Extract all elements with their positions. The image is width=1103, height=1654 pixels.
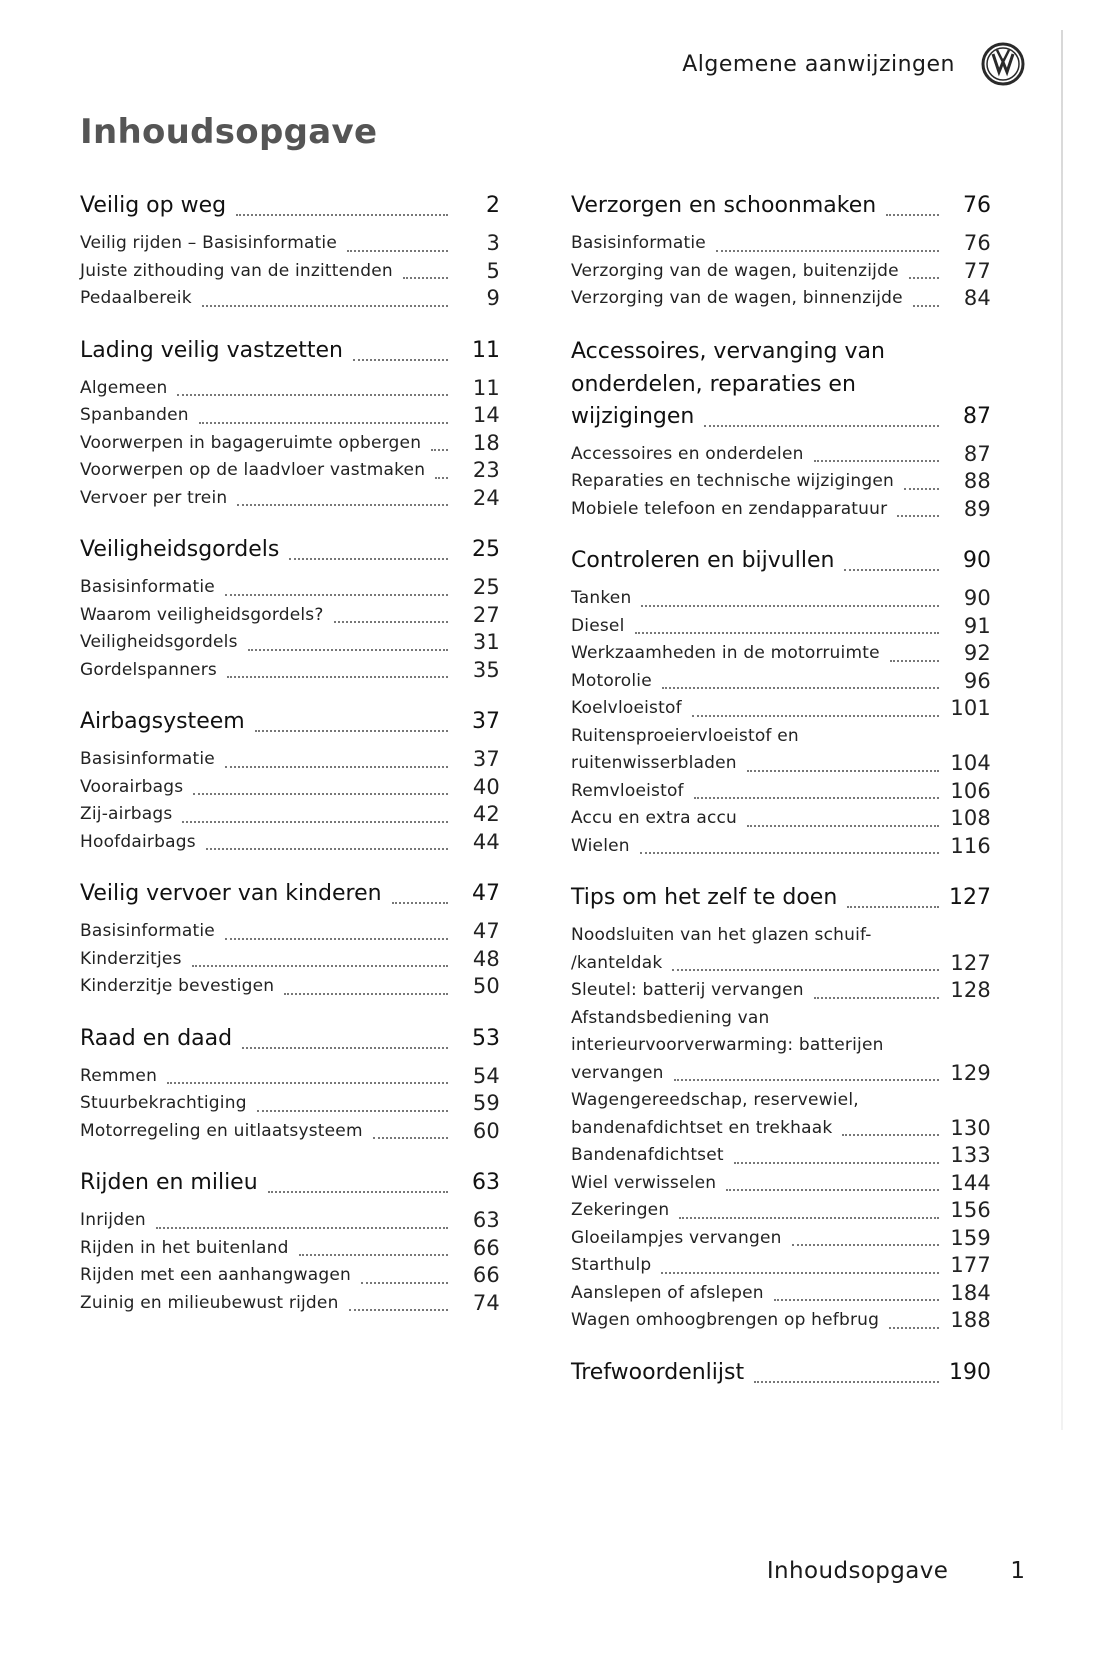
toc-section-heading[interactable] [80, 878, 500, 910]
toc-section-heading-page: 47 [472, 881, 500, 906]
toc-entry-page: 24 [472, 485, 500, 510]
toc-section-heading-page: 76 [963, 193, 991, 218]
dot-leader [353, 358, 448, 361]
toc-entry[interactable] [80, 402, 500, 430]
toc-section [80, 706, 500, 856]
toc-entry[interactable] [571, 1060, 991, 1088]
toc-section-heading-page: 37 [472, 709, 500, 734]
toc-entry-label: vervangen [571, 1062, 664, 1083]
dot-leader [299, 1253, 448, 1256]
toc-section [80, 1167, 500, 1317]
toc-entry[interactable] [80, 1118, 500, 1146]
toc-section [571, 190, 991, 313]
toc-section-heading-label: Veilig vervoer van kinderen [80, 881, 382, 906]
toc-section-heading-page: 11 [472, 337, 500, 363]
toc-section-heading-page: 53 [472, 1025, 500, 1051]
toc-entry-label: Voorwerpen in bagageruimte opbergen [80, 432, 422, 453]
toc-section-heading-label: Airbagsysteem [80, 709, 245, 734]
toc-entry-label: bandenafdichtset en trekhaak [571, 1117, 833, 1138]
toc-section-heading-page: 2 [486, 193, 500, 218]
toc-entry-label: Accu en extra accu [571, 808, 738, 828]
toc-entry-page: 40 [472, 774, 500, 799]
dot-leader [202, 304, 448, 307]
toc-entry[interactable] [80, 430, 500, 458]
dot-leader [192, 964, 448, 967]
dot-leader [156, 1226, 448, 1229]
dot-leader [679, 1216, 939, 1219]
toc-section-heading-label: Veiligheidsgordels [80, 537, 280, 562]
footer-title: Inhoudsopgave [766, 1558, 949, 1584]
toc-entry-label: Algemeen [80, 377, 168, 398]
toc-entry-label: Remvloeistof [571, 780, 684, 801]
toc-entry-label: Inrijden [80, 1210, 146, 1230]
toc-entry-page: 128 [950, 978, 991, 1002]
dot-leader [257, 1109, 448, 1112]
toc-entry-page: 66 [472, 1263, 500, 1287]
toc-entry-page: 184 [950, 1280, 991, 1305]
toc-section-heading-label: Lading veilig vastzetten [80, 337, 343, 363]
toc-entry-page: 14 [472, 403, 500, 427]
section-title-line: onderdelen, reparaties en [571, 371, 856, 397]
toc-entry-page: 18 [472, 430, 500, 455]
dot-leader [225, 765, 448, 768]
toc-entry-label: Motorolie [571, 670, 652, 691]
toc-entry[interactable] [571, 585, 991, 613]
header-title: Algemene aanwijzingen [682, 51, 955, 77]
dot-leader [248, 648, 448, 651]
toc-entry-page: 88 [963, 469, 991, 493]
dot-leader [635, 631, 939, 634]
dot-leader [640, 851, 939, 854]
toc-entry-label: Gordelspanners [80, 659, 217, 680]
toc-entry-label: Wagen omhoogbrengen op hefbrug [571, 1310, 880, 1330]
toc-entry-page: 37 [472, 747, 500, 771]
toc-entry-page: 9 [486, 286, 500, 310]
page-number: 1 [1010, 1558, 1025, 1584]
toc-entry-page: 104 [950, 751, 991, 775]
toc-entry[interactable] [571, 1115, 991, 1143]
toc-entry-label: Verzorging van de wagen, buitenzijde [571, 260, 899, 281]
dot-leader [754, 1380, 939, 1383]
toc-entry[interactable] [80, 485, 500, 513]
toc-section [80, 335, 500, 513]
toc-entry-label: Bandenafdichtset [571, 1145, 724, 1165]
toc-section-heading-label: Trefwoordenlijst [571, 1359, 745, 1385]
toc-entry-page: 90 [963, 586, 991, 610]
section-title-line: Accessoires, vervanging van [571, 338, 885, 364]
dot-leader [662, 686, 939, 689]
toc-entry-label: Veilig rijden – Basisinformatie [80, 233, 338, 253]
dot-leader [734, 1161, 939, 1164]
dot-leader [334, 620, 448, 623]
toc-entry-page: 92 [963, 641, 991, 665]
dot-leader [347, 249, 448, 252]
toc-section-heading-label: Tips om het zelf te doen [571, 885, 838, 910]
toc-entry-label: /kanteldak [571, 952, 663, 973]
toc-section-heading[interactable] [80, 190, 500, 222]
toc-entry-label: Juiste zithouding van de inzittenden [80, 260, 393, 281]
toc-entry[interactable] [571, 778, 991, 806]
toc-entry-page: 89 [963, 496, 991, 521]
toc-entry-label: Accessoires en onderdelen [571, 443, 804, 464]
toc-entry-label: Basisinformatie [80, 749, 215, 769]
dot-leader [726, 1188, 939, 1191]
toc-entry[interactable] [571, 1170, 991, 1198]
dot-leader [284, 992, 448, 995]
toc-entry-label: Mobiele telefoon en zendapparatuur [571, 498, 888, 519]
toc-entry-page: 159 [950, 1225, 991, 1250]
toc-section-heading-label: Rijden en milieu [80, 1170, 258, 1195]
toc-entry[interactable] [80, 375, 500, 403]
dot-leader [747, 769, 939, 772]
toc-entry-line: Wagengereedschap, reservewiel, [571, 1090, 859, 1110]
toc-entry[interactable] [80, 1063, 500, 1091]
toc-section-heading-label: Controleren en bijvullen [571, 548, 835, 573]
toc-entry-page: 133 [950, 1143, 991, 1167]
toc-entry[interactable] [571, 1252, 991, 1280]
toc-entry[interactable] [571, 258, 991, 286]
toc-entry-label: Werkzaamheden in de motorruimte [571, 643, 880, 663]
toc-entry-page: 116 [950, 833, 991, 858]
toc-entry[interactable] [80, 629, 500, 657]
toc-entry[interactable] [80, 285, 500, 313]
dot-leader [889, 1326, 939, 1329]
toc-entry-label: Stuurbekrachtiging [80, 1093, 247, 1113]
toc-entry-label: Remmen [80, 1065, 158, 1086]
toc-entry[interactable] [80, 657, 500, 685]
toc-entry[interactable] [80, 1262, 500, 1290]
toc-entry-line: Ruitensproeiervloeistof en [571, 725, 799, 746]
toc-right-column [571, 190, 991, 1411]
toc-section [80, 190, 500, 313]
toc-section-heading[interactable] [80, 1167, 500, 1199]
toc-entry-page: 50 [472, 974, 500, 998]
dot-leader [814, 996, 939, 999]
toc-entry-page: 11 [472, 375, 500, 400]
page-title: Inhoudsopgave [80, 112, 378, 152]
toc-entry[interactable] [80, 457, 500, 485]
dot-leader [349, 1308, 448, 1311]
toc-entry[interactable] [571, 1142, 991, 1170]
dot-leader [792, 1243, 939, 1246]
toc-entry-page: 47 [472, 919, 500, 943]
dot-leader [842, 1133, 939, 1136]
toc-section-heading-page: 90 [963, 548, 991, 573]
toc-entry-page: 35 [472, 657, 500, 682]
toc-entry[interactable] [571, 750, 991, 778]
dot-leader [182, 820, 448, 823]
toc-entry-label: Basisinformatie [571, 233, 706, 253]
toc-section-heading[interactable] [571, 401, 991, 433]
toc-entry[interactable] [571, 1280, 991, 1308]
toc-entry[interactable] [80, 746, 500, 774]
dot-leader [909, 276, 939, 279]
toc-entry-line: Afstandsbediening van [571, 1007, 770, 1028]
dot-leader [890, 659, 939, 662]
toc-entry[interactable] [571, 285, 991, 313]
dot-leader [886, 213, 939, 216]
dot-leader [373, 1136, 448, 1139]
toc-entry-page: 31 [472, 630, 500, 654]
toc-section-heading-page: 63 [472, 1170, 500, 1195]
toc-entry[interactable] [571, 1197, 991, 1225]
toc-section [571, 882, 991, 1335]
dot-leader [242, 1046, 448, 1049]
dot-leader [167, 1081, 448, 1084]
toc-entry[interactable] [80, 918, 500, 946]
toc-entry-page: 127 [950, 950, 991, 975]
toc-entry[interactable] [571, 468, 991, 496]
toc-entry-label: Zij-airbags [80, 804, 173, 824]
toc-entry-page: 84 [963, 286, 991, 310]
dot-leader [692, 714, 939, 717]
toc-entry[interactable] [571, 695, 991, 723]
toc-entry[interactable] [80, 574, 500, 602]
toc-entry-page: 60 [472, 1118, 500, 1143]
toc-entry-label: Gloeilampjes vervangen [571, 1227, 782, 1248]
toc-entry[interactable] [571, 1307, 991, 1335]
toc-entry[interactable] [80, 1290, 500, 1318]
toc-entry-page: 27 [472, 602, 500, 627]
toc-entry[interactable] [80, 973, 500, 1001]
toc-entry[interactable] [80, 1235, 500, 1263]
toc-entry[interactable] [571, 640, 991, 668]
dot-leader [844, 568, 939, 571]
toc-section-heading[interactable] [80, 534, 500, 566]
toc-entry-page: 76 [963, 231, 991, 255]
toc-section [80, 534, 500, 684]
toc-entry-label: Tanken [571, 588, 632, 608]
toc-entry-label: Rijden in het buitenland [80, 1237, 289, 1258]
toc-entry-page: 130 [950, 1115, 991, 1140]
toc-section-heading-page: 25 [472, 537, 500, 562]
toc-section-heading-page: 127 [949, 885, 991, 910]
toc-entry-label: Starthulp [571, 1255, 652, 1275]
toc-section-heading[interactable] [80, 706, 500, 738]
toc-entry[interactable] [571, 496, 991, 524]
toc-entry-page: 5 [486, 258, 500, 283]
dot-leader [674, 1078, 939, 1081]
toc-entry-label: Wielen [571, 835, 630, 856]
toc-entry-label: Kinderzitje bevestigen [80, 976, 275, 996]
toc-entry[interactable] [571, 950, 991, 978]
toc-entry[interactable] [571, 668, 991, 696]
toc-section [571, 545, 991, 860]
toc-entry-page: 87 [963, 441, 991, 466]
dot-leader [672, 968, 939, 971]
dot-leader [361, 1281, 448, 1284]
dot-leader [897, 514, 939, 517]
dot-leader [704, 424, 939, 427]
toc-entry-label: Verzorging van de wagen, binnenzijde [571, 288, 903, 308]
toc-section-heading[interactable] [571, 190, 991, 222]
toc-entry-page: 66 [472, 1235, 500, 1260]
toc-entry-page: 3 [486, 231, 500, 255]
toc-entry-label: Rijden met een aanhangwagen [80, 1265, 351, 1285]
dot-leader [268, 1190, 448, 1193]
dot-leader [289, 557, 448, 560]
toc-entry-page: 44 [472, 829, 500, 854]
toc-entry-label: Veiligheidsgordels [80, 632, 238, 652]
dot-leader [392, 901, 448, 904]
toc-entry-page: 42 [472, 802, 500, 826]
toc-entry[interactable] [80, 1090, 500, 1118]
toc-entry-page: 48 [472, 946, 500, 971]
dot-leader [199, 421, 448, 424]
toc-entry-page: 25 [472, 575, 500, 599]
toc-entry-label: Hoofdairbags [80, 831, 196, 852]
toc-left-column [80, 190, 500, 1339]
dot-leader [641, 604, 939, 607]
toc-entry[interactable] [80, 946, 500, 974]
toc-entry-page: 156 [950, 1198, 991, 1222]
toc-section-heading[interactable] [571, 882, 991, 914]
toc-section [571, 1357, 991, 1389]
toc-entry-page: 63 [472, 1208, 500, 1232]
toc-section [80, 878, 500, 1001]
toc-section-heading-label: Veilig op weg [80, 193, 227, 218]
toc-entry-page: 144 [950, 1170, 991, 1195]
toc-entry-page: 188 [950, 1308, 991, 1332]
toc-entry[interactable] [80, 1207, 500, 1235]
dot-leader [904, 487, 939, 490]
toc-entry-label: Sleutel: batterij vervangen [571, 980, 804, 1000]
toc-entry-page: 106 [950, 778, 991, 803]
dot-leader [225, 593, 448, 596]
toc-section-heading-label: wijzigingen [571, 403, 695, 429]
toc-section-heading[interactable] [571, 1357, 991, 1389]
toc-entry-page: 101 [950, 696, 991, 720]
toc-entry-page: 54 [472, 1063, 500, 1088]
toc-entry[interactable] [571, 977, 991, 1005]
toc-entry-page: 77 [963, 258, 991, 283]
dot-leader [193, 792, 448, 795]
dot-leader [177, 393, 448, 396]
toc-entry-label: Spanbanden [80, 405, 189, 425]
dot-leader [913, 304, 939, 307]
vw-logo-icon [981, 42, 1025, 86]
dot-leader [814, 459, 939, 462]
dot-leader [255, 729, 448, 732]
toc-entry-label: Aanslepen of afslepen [571, 1282, 764, 1303]
toc-entry-label: Vervoer per trein [80, 487, 228, 508]
toc-section-heading[interactable] [80, 1023, 500, 1055]
dot-leader [847, 905, 939, 908]
toc-entry-label: Voorwerpen op de laadvloer vastmaken [80, 460, 426, 480]
toc-entry[interactable] [571, 805, 991, 833]
toc-section [571, 335, 991, 524]
dot-leader [435, 476, 448, 479]
toc-entry[interactable] [571, 230, 991, 258]
dot-leader [661, 1271, 939, 1274]
dot-leader [227, 675, 448, 678]
toc-section-heading-label: Verzorgen en schoonmaken [571, 193, 877, 218]
toc-entry-label: Basisinformatie [80, 921, 215, 941]
toc-entry-label: Voorairbags [80, 776, 184, 797]
toc-entry[interactable] [571, 1225, 991, 1253]
toc-entry-line: interieurvoorverwarming: batterijen [571, 1035, 884, 1055]
toc-entry-page: 74 [472, 1290, 500, 1315]
toc-entry-label: Wiel verwisselen [571, 1172, 717, 1193]
toc-entry-label: Zuinig en milieubewust rijden [80, 1292, 339, 1313]
toc-entry[interactable] [571, 613, 991, 641]
dot-leader [403, 276, 448, 279]
dot-leader [237, 503, 448, 506]
toc-entry-page: 108 [950, 806, 991, 830]
toc-entry[interactable] [80, 801, 500, 829]
toc-entry-label: Waarom veiligheidsgordels? [80, 604, 324, 625]
toc-entry-label: Zekeringen [571, 1200, 670, 1220]
toc-section-heading-label: Raad en daad [80, 1025, 233, 1051]
toc-entry-label: Pedaalbereik [80, 288, 192, 308]
toc-section-heading[interactable] [80, 335, 500, 367]
dot-leader [236, 213, 448, 216]
dot-leader [716, 249, 939, 252]
toc-section [80, 1023, 500, 1146]
toc-section-heading[interactable] [571, 545, 991, 577]
toc-entry-label: Reparaties en technische wijzigingen [571, 471, 894, 491]
toc-entry-label: Kinderzitjes [80, 948, 182, 969]
dot-leader [774, 1298, 939, 1301]
toc-entry[interactable] [571, 441, 991, 469]
dot-leader [694, 796, 939, 799]
toc-entry[interactable] [80, 602, 500, 630]
toc-entry[interactable] [80, 230, 500, 258]
toc-entry-page: 23 [472, 458, 500, 482]
toc-section-heading-page: 190 [949, 1359, 991, 1385]
toc-entry-line: Noodsluiten van het glazen schuif- [571, 925, 872, 945]
toc-entry-page: 91 [963, 613, 991, 638]
page-edge-rule [1061, 30, 1063, 1430]
toc-entry[interactable] [571, 833, 991, 861]
toc-entry-page: 129 [950, 1060, 991, 1085]
running-footer [767, 1558, 1025, 1584]
toc-entry-label: Basisinformatie [80, 577, 215, 597]
toc-entry-page: 177 [950, 1253, 991, 1277]
dot-leader [206, 847, 448, 850]
toc-entry-label: Koelvloeistof [571, 698, 682, 718]
toc-entry-label: Motorregeling en uitlaatsysteem [80, 1120, 363, 1141]
running-header [682, 42, 1025, 86]
toc-entry-page: 59 [472, 1091, 500, 1115]
toc-entry[interactable] [80, 774, 500, 802]
dot-leader [225, 937, 448, 940]
toc-entry[interactable] [80, 829, 500, 857]
toc-section-heading-page: 87 [963, 403, 991, 429]
toc-entry-label: Diesel [571, 615, 625, 636]
dot-leader [747, 824, 939, 827]
toc-entry-label: ruitenwisserbladen [571, 753, 737, 773]
dot-leader [431, 448, 448, 451]
toc-entry[interactable] [80, 258, 500, 286]
toc-entry-page: 96 [963, 668, 991, 693]
